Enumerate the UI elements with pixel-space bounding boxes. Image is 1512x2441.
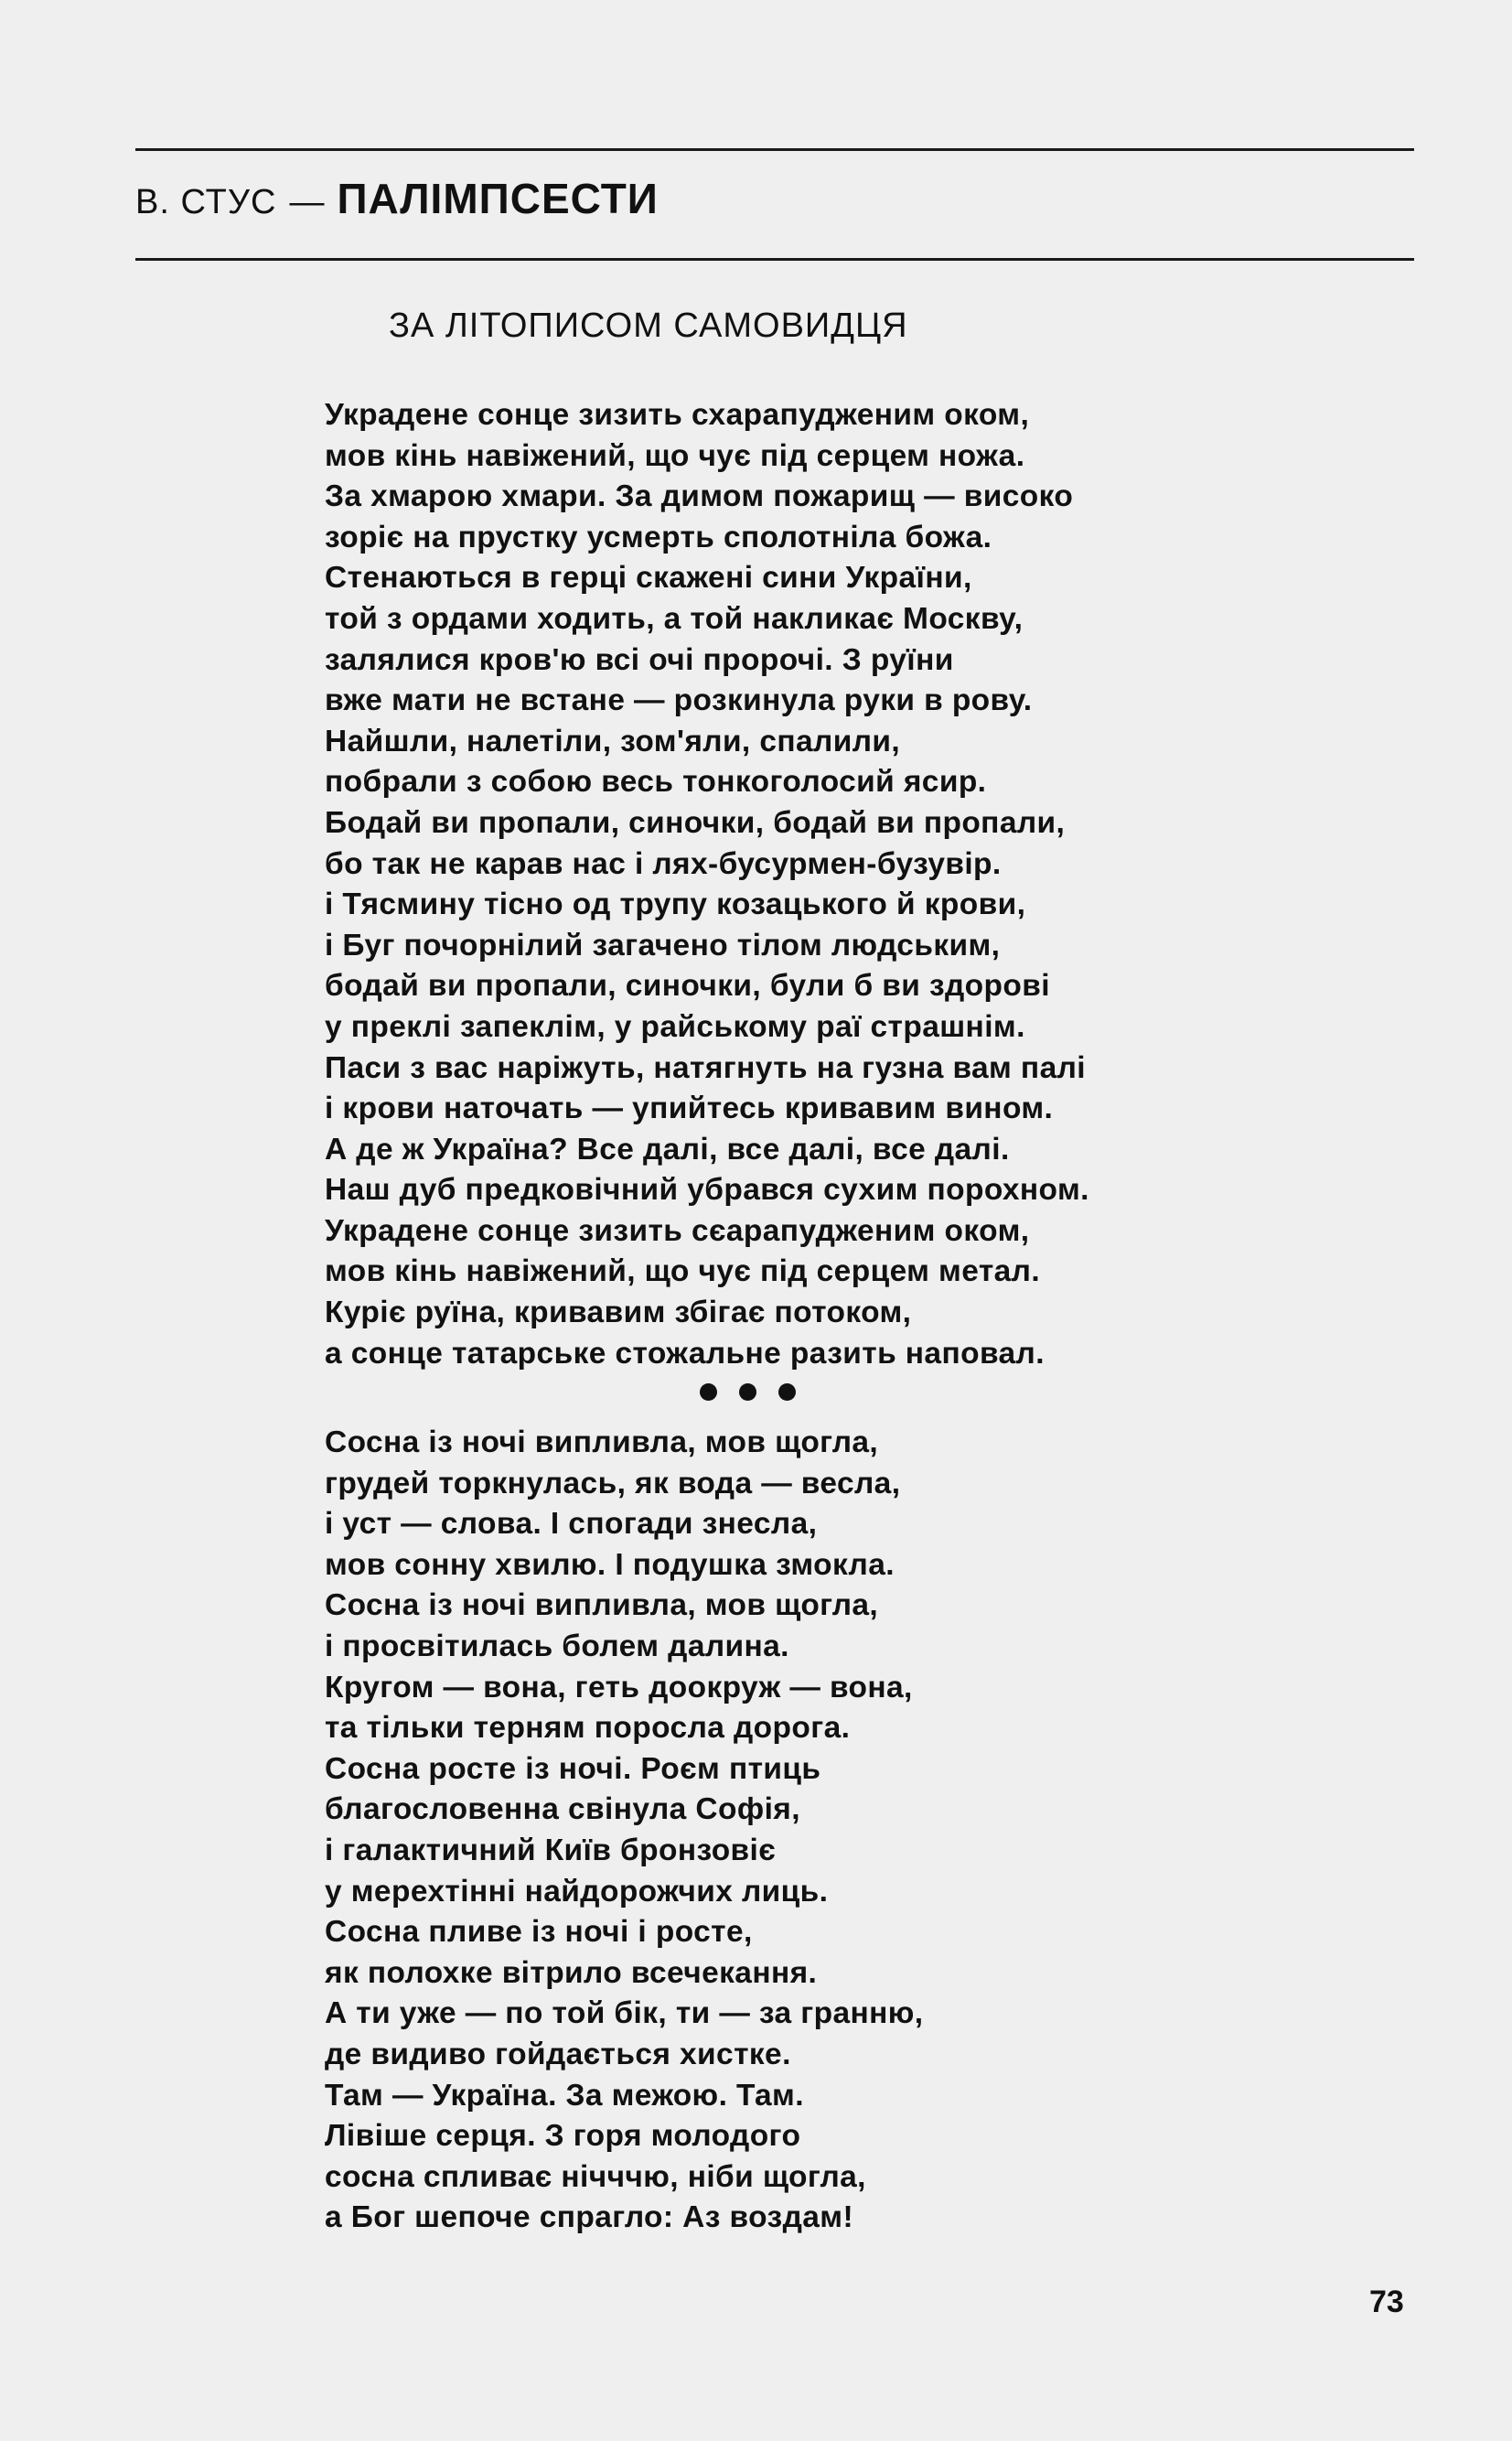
poem-line: у мерехтінні найдорожчих лиць. — [325, 1874, 829, 1909]
poem-line: А де ж Україна? Все далі, все далі, все далі. — [325, 1132, 1010, 1167]
separator-dot — [739, 1383, 756, 1401]
poem-line: а Бог шепоче спрагло: Аз воздам! — [325, 2200, 853, 2235]
poem-line: Украдене сонце зизить сєарапудженим оком, — [325, 1213, 1030, 1248]
poem-line: Сосна пливе із ночі і росте, — [325, 1915, 753, 1950]
poem-line: Паси з вас наріжуть, натягнуть на гузна вам палі — [325, 1050, 1086, 1085]
poem-line: як полохке вітрило всечекання. — [325, 1955, 818, 1990]
poem-line: Наш дуб предковічний убрався сухим порохном. — [325, 1173, 1089, 1208]
poem-line: Лівіше серця. З горя молодого — [325, 2119, 801, 2154]
poem-line: і крови наточать — упийтесь кривавим вином. — [325, 1091, 1054, 1126]
poem-line: та тільки терням поросла дорога. — [325, 1711, 851, 1746]
poem-line: бодай ви пропали, синочки, були б ви здорові — [325, 969, 1050, 1004]
poem-line: благословенна свінула Софія, — [325, 1792, 800, 1827]
header-bottom-rule — [135, 258, 1414, 261]
poem-stanza-2 — [325, 1423, 924, 2239]
poem-line: Куріє руїна, кривавим збігає потоком, — [325, 1296, 912, 1330]
page-number: 73 — [1369, 2285, 1404, 2319]
poem-line: Сосна росте із ночі. Роєм птиць — [325, 1751, 821, 1786]
poem-line: зоріє на прустку усмерть сполотніла божа. — [325, 520, 992, 554]
poem-line: грудей торкнулась, як вода — весла, — [325, 1466, 901, 1500]
poem-line: За хмарою хмари. За димом пожарищ — високо — [325, 479, 1074, 514]
header-dash: — — [289, 183, 325, 221]
author-name: В. СТУС — [135, 183, 277, 221]
poem-stanza-1 — [325, 395, 1089, 1374]
header-top-rule — [135, 148, 1414, 151]
poem-line: мов кінь навіжений, що чує під серцем метал. — [325, 1254, 1041, 1289]
stanza-separator — [700, 1383, 796, 1401]
book-title: ПАЛІМПСЕСТИ — [337, 175, 659, 222]
poem-line: і галактичний Київ бронзовіє — [325, 1833, 777, 1867]
poem-line: мов сонну хвилю. І подушка змокла. — [325, 1547, 895, 1582]
poem-line: Сосна із ночі випливла, мов щогла, — [325, 1425, 879, 1459]
separator-dot — [778, 1383, 796, 1401]
poem-line: бо так не карав нас і лях-бусурмен-бузувір. — [325, 846, 1002, 881]
poem-line: той з ордами ходить, а той накликає Москву, — [325, 601, 1024, 636]
poem-line: Сосна із ночі випливла, мов щогла, — [325, 1588, 879, 1623]
poem-line: сосна спливає нічччю, ніби щогла, — [325, 2159, 866, 2194]
poem-line: Бодай ви пропали, синочки, бодай ви пропали, — [325, 805, 1066, 840]
poem-line: і просвітилась болем далина. — [325, 1629, 789, 1663]
poem-line: мов кінь навіжений, що чує під серцем ножа. — [325, 438, 1025, 473]
poem-line: і Буг почорнілий загачено тілом людським, — [325, 928, 1001, 962]
running-head — [135, 174, 659, 238]
poem-line: і уст — слова. І спогади знесла, — [325, 1507, 818, 1542]
poem-line: Кругом — вона, геть доокруж — вона, — [325, 1670, 913, 1704]
poem-title: ЗА ЛІТОПИСОМ САМОВИДЦЯ — [389, 306, 908, 345]
poem-line: А ти уже — по той бік, ти — за гранню, — [325, 1996, 924, 2031]
poem-line: Стенаються в герці скажені сини України, — [325, 561, 972, 596]
poem-line: і Тясмину тісно од трупу козацького й крови, — [325, 887, 1026, 922]
poem-line: де видиво гойдається хистке. — [325, 2037, 791, 2071]
separator-dot — [700, 1383, 717, 1401]
poem-line: Там — Україна. За межою. Там. — [325, 2078, 804, 2113]
poem-line: у преклі запеклім, у райському раї страшнім. — [325, 1009, 1025, 1044]
poem-line: вже мати не встане — розкинула руки в рову. — [325, 683, 1033, 718]
poem-line: а сонце татарське стожальне разить наповал. — [325, 1336, 1045, 1371]
poem-line: Найшли, налетіли, зом'яли, спалили, — [325, 724, 901, 758]
poem-line: побрали з собою весь тонкоголосий ясир. — [325, 765, 987, 800]
poem-line: залялися кров'ю всі очі пророчі. З руїни — [325, 642, 954, 677]
poem-line: Украдене сонце зизить схарапудженим оком, — [325, 398, 1030, 432]
